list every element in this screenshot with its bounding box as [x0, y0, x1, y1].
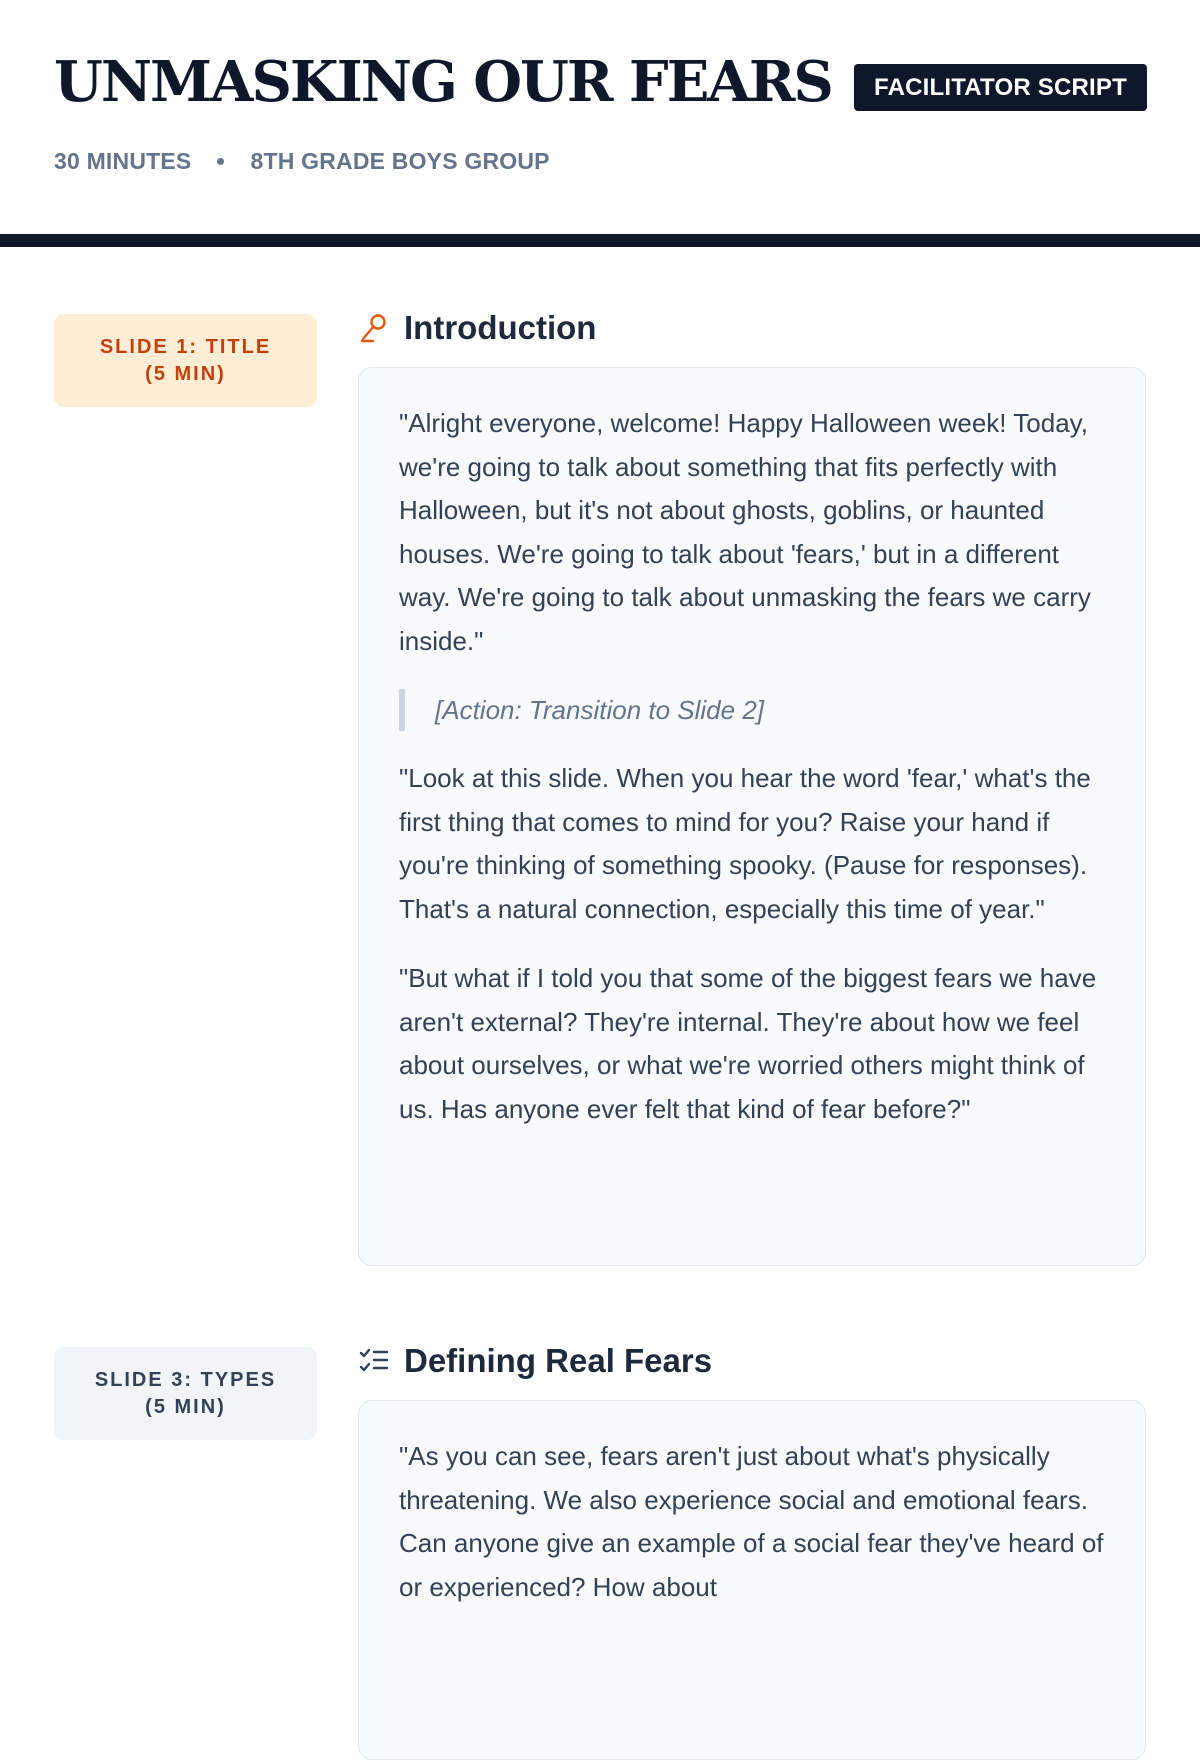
section-heading: Introduction: [404, 309, 597, 346]
slide-tag-title: SLIDE 3: TYPES: [94, 1368, 277, 1391]
script-card: [358, 1400, 1146, 1760]
script-card: [358, 367, 1146, 1266]
facilitator-script-badge: FACILITATOR SCRIPT: [854, 64, 1147, 111]
script-paragraph: "Alright everyone, welcome! Happy Halloween week! Today, we're going to talk about something that fits perfectly with Halloween, but it's not about ghosts, goblins, or haunted houses. We're going to talk about 'fears,' but in a different way. We're going to talk about unmasking the fears we carry inside.": [399, 408, 1091, 656]
duration-label: 30 MINUTES: [54, 148, 192, 174]
slide-tag-duration: (5 MIN): [145, 1395, 226, 1418]
slide-tag-title: SLIDE 1: TITLE: [99, 335, 272, 358]
audience-label: 8TH GRADE BOYS GROUP: [250, 148, 550, 174]
section-heading: Defining Real Fears: [404, 1342, 713, 1379]
section-heading-row: [358, 306, 596, 350]
page-header: [0, 0, 1200, 234]
slide-tag-duration: (5 MIN): [145, 362, 226, 385]
action-note: [Action: Transition to Slide 2]: [399, 689, 1105, 731]
bullet-separator-icon: [217, 158, 224, 165]
page-title: UNMASKING OUR FEARS: [54, 49, 832, 115]
section-heading-row: [358, 1339, 712, 1383]
session-meta: [54, 148, 550, 175]
script-paragraph: "But what if I told you that some of the biggest fears we have aren't external? They're internal. They're about how we feel about ourselves, or what we're worried others might think of us. Has anyone ever felt that kind of fear before?": [399, 963, 1097, 1124]
microphone-icon: [358, 312, 390, 344]
slide-tag: [54, 314, 317, 407]
script-paragraph: "Look at this slide. When you hear the word 'fear,' what's the first thing that comes to mind for you? Raise your hand if you're thinking of something spooky. (Pause for responses). That's a natural connection, especially this time of year.": [399, 763, 1091, 924]
slide-tag: [54, 1347, 317, 1440]
script-paragraph: "As you can see, fears aren't just about what's physically threatening. We also experience social and emotional fears. Can anyone give an example of a social fear they've heard of or experienced? How about: [399, 1441, 1104, 1602]
checklist-icon: [358, 1345, 390, 1377]
header-divider: [0, 234, 1200, 247]
